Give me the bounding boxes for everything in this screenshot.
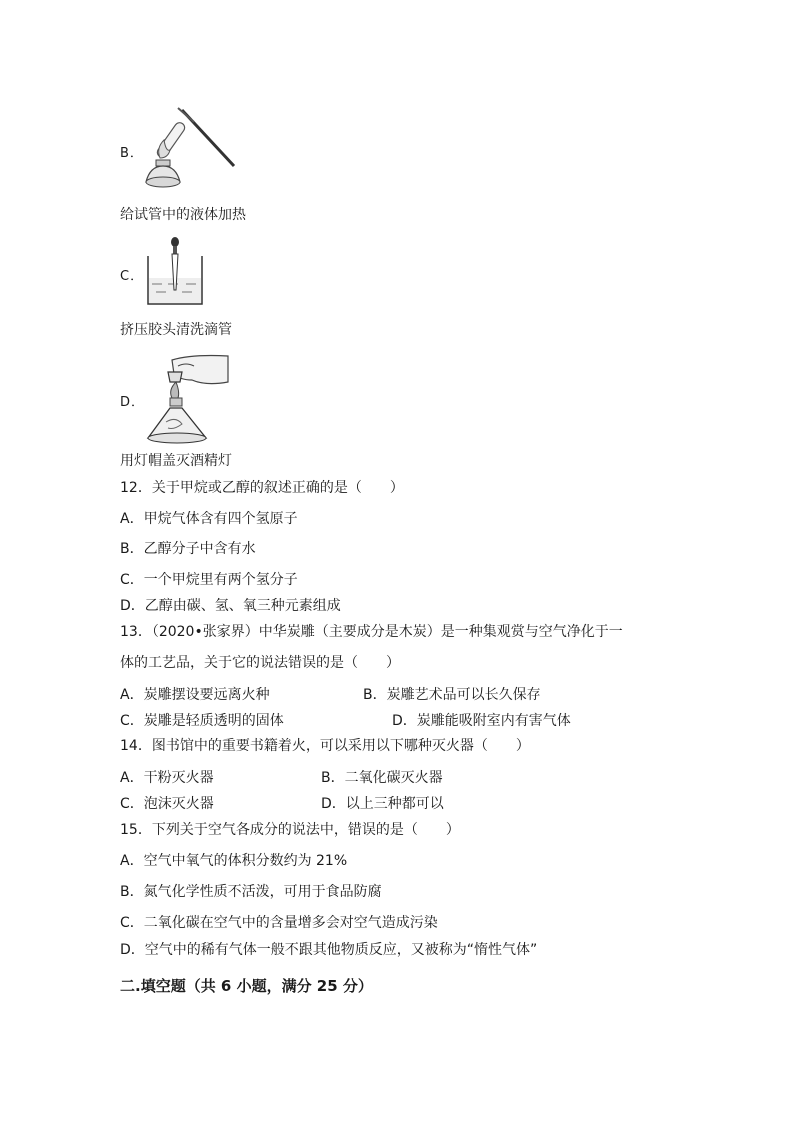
option-c-letter: C． [120, 269, 145, 284]
q15-option-b: B．氮气化学性质不活泼，可用于食品防腐 [120, 884, 382, 900]
alcohol-lamp-cap-image [142, 352, 232, 450]
q12-option-a: A．甲烷气体含有四个氢原子 [120, 511, 298, 527]
option-d-caption: 用灯帽盖灭酒精灯 [120, 453, 232, 469]
q14-option-a: A．干粉灭火器 [120, 770, 214, 786]
q14-option-c: C．泡沫灭火器 [120, 796, 214, 812]
option-b-caption: 给试管中的液体加热 [120, 207, 246, 223]
test-tube-heating-image [142, 100, 238, 196]
section-2-heading: 二.填空题（共 6 小题，满分 25 分） [120, 977, 373, 995]
question-13-stem-line1: 13．（2020•张家界）中华炭雕（主要成分是木炭）是一种集观赏与空气净化于一 [120, 624, 623, 640]
question-15-stem: 15．下列关于空气各成分的说法中，错误的是（ ） [120, 822, 460, 838]
q13-option-a: A．炭雕摆设要远离火种 [120, 687, 270, 703]
q12-option-c: C．一个甲烷里有两个氢分子 [120, 572, 298, 588]
q13-option-c: C．炭雕是轻质透明的固体 [120, 713, 284, 729]
option-c-caption: 挤压胶头清洗滴管 [120, 322, 232, 338]
q13-option-b: B．炭雕艺术品可以长久保存 [363, 687, 541, 703]
q14-option-d: D．以上三种都可以 [321, 796, 444, 812]
q12-option-b: B．乙醇分子中含有水 [120, 541, 256, 557]
option-d-letter: D． [120, 395, 146, 410]
question-13-stem-line2: 体的工艺品，关于它的说法错误的是（ ） [120, 655, 400, 671]
question-12-stem: 12．关于甲烷或乙醇的叙述正确的是（ ） [120, 480, 404, 496]
q12-option-d: D．乙醇由碳、氢、氧三种元素组成 [120, 598, 341, 614]
question-14-stem: 14．图书馆中的重要书籍着火，可以采用以下哪种灭火器（ ） [120, 738, 530, 754]
q14-option-b: B．二氧化碳灭火器 [321, 770, 443, 786]
q15-option-d: D．空气中的稀有气体一般不跟其他物质反应，又被称为“惰性气体” [120, 942, 538, 958]
dropper-beaker-image [142, 234, 208, 308]
q13-option-d: D．炭雕能吸附室内有害气体 [392, 713, 571, 729]
q15-option-c: C．二氧化碳在空气中的含量增多会对空气造成污染 [120, 915, 438, 931]
q15-option-a: A．空气中氧气的体积分数约为 21% [120, 853, 348, 869]
option-b-letter: B． [120, 146, 144, 161]
